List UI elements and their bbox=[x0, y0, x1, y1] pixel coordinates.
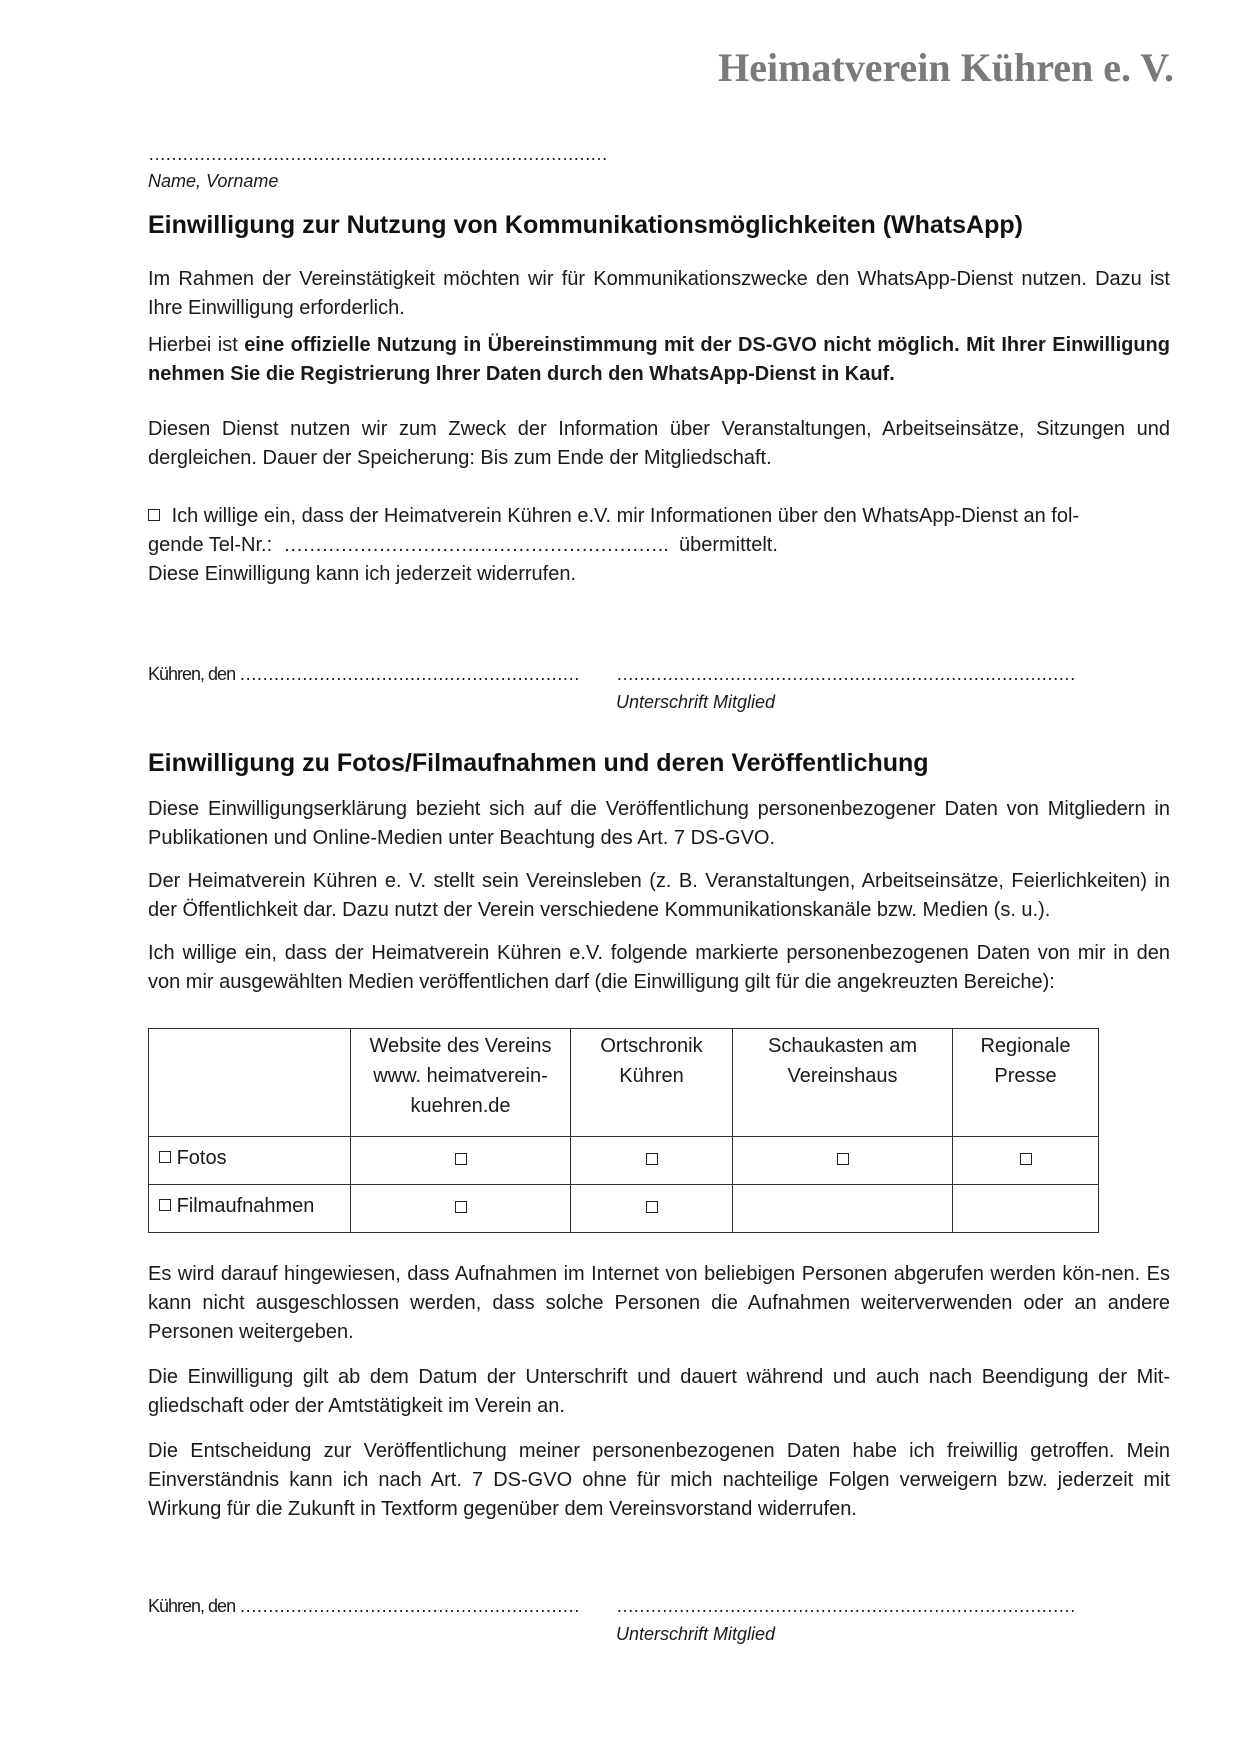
column-header-line: Presse bbox=[994, 1065, 1057, 1087]
column-header-line: Schaukasten am bbox=[768, 1035, 917, 1057]
whatsapp-consent bbox=[148, 502, 1170, 589]
column-header-line: Regionale bbox=[980, 1035, 1071, 1057]
photos-section bbox=[148, 795, 1170, 997]
column-header-line: Kühren bbox=[619, 1065, 684, 1087]
photos-public-note: Der Heimatverein Kühren e. V. stellt sein Vereinsleben (z. B. Veranstaltungen, Arbeitseinsätze, Feierlichkeiten) in der Öffentlichkeit dar. Dazu nutzt der Verein verschiedene Kommunikationskanäle bzw. Medien (s. u.). bbox=[148, 870, 1170, 921]
whatsapp-purpose: Diesen Dienst nutzen wir zum Zweck der Information über Veranstaltungen, Arbeitseinsätze, Sitzungen und dergleichen. Dauer der Speicherung: Bis zum Ende der Mitgliedschaft. bbox=[148, 418, 1170, 469]
cell-fotos-website bbox=[351, 1137, 571, 1185]
fotos-row-checkbox[interactable] bbox=[159, 1151, 171, 1163]
photos-heading: Einwilligung zu Fotos/Filmaufnahmen und deren Veröffentlichung bbox=[148, 749, 929, 777]
cell-film-website bbox=[351, 1185, 571, 1233]
checkbox-fotos-presse[interactable] bbox=[1020, 1153, 1032, 1165]
cell-film-presse bbox=[953, 1185, 1099, 1233]
whatsapp-dsgvo-note bbox=[148, 331, 1170, 389]
consent-text: Ich willige ein, dass der Heimatverein Kühren e.V. mir Informationen über den WhatsApp-Dienst an fol- bbox=[171, 505, 1080, 527]
cell-film-schaukasten bbox=[733, 1185, 953, 1233]
filmaufnahmen-row-checkbox[interactable] bbox=[159, 1199, 171, 1211]
column-header-presse bbox=[953, 1029, 1099, 1137]
whatsapp-consent-line-2 bbox=[148, 531, 1170, 560]
whatsapp-consent-checkbox[interactable] bbox=[148, 509, 160, 521]
column-header-line: Ortschronik bbox=[600, 1035, 703, 1057]
column-header-line: Website des Vereins bbox=[369, 1035, 552, 1057]
date-field[interactable]: Kühren, den …………………………………………………… bbox=[148, 1596, 580, 1616]
whatsapp-revoke-note: Diese Einwilligung kann ich jederzeit widerrufen. bbox=[148, 563, 576, 585]
organization-title: Heimatverein Kühren e. V. bbox=[718, 45, 1174, 90]
whatsapp-heading: Einwilligung zur Nutzung von Kommunikationsmöglichkeiten (WhatsApp) bbox=[148, 211, 1023, 239]
name-field-block bbox=[148, 143, 1170, 192]
voluntary-notice: Die Entscheidung zur Veröffentlichung meiner personenbezogenen Daten habe ich freiwillig getroffen. Mein Einverständnis kann ich nach Art. 7 DS-GVO ohne für mich nachteilige Folgen verweigern bzw. jederzeit mit Wirkung für die Zukunft in Textform gegenüber dem Vereinsvorstand widerrufen. bbox=[148, 1440, 1170, 1520]
date-field[interactable]: Kühren, den …………………………………………………… bbox=[148, 664, 580, 684]
signature-caption: Unterschrift Mitglied bbox=[616, 1624, 776, 1644]
row-label-text: Fotos bbox=[176, 1147, 227, 1169]
dsgvo-note-bold: eine offizielle Nutzung in Übereinstimmung mit der DS-GVO nicht möglich. Mit Ihrer Einwilligung nehmen Sie die Registrierung Ihrer Daten durch den WhatsApp-Dienst in Kauf. bbox=[148, 334, 1170, 385]
checkbox-film-website[interactable] bbox=[455, 1201, 467, 1213]
cell-fotos-ortschronik bbox=[571, 1137, 733, 1185]
row-label-text: Filmaufnahmen bbox=[176, 1195, 315, 1217]
media-consent-table bbox=[148, 1028, 1099, 1233]
cell-fotos-presse bbox=[953, 1137, 1099, 1185]
row-label-filmaufnahmen bbox=[149, 1185, 351, 1233]
column-header-line: www. heimatverein- bbox=[373, 1065, 548, 1087]
table-corner-cell bbox=[149, 1029, 351, 1137]
name-caption: Name, Vorname bbox=[148, 171, 279, 191]
column-header-schaukasten bbox=[733, 1029, 953, 1137]
row-label-fotos bbox=[149, 1137, 351, 1185]
signature-row-photos bbox=[148, 1596, 1170, 1656]
table-header-row bbox=[149, 1029, 1099, 1137]
signature-line[interactable]: ……………………………………………………………………… bbox=[616, 664, 1075, 684]
column-header-line: Vereinshaus bbox=[787, 1065, 898, 1087]
photos-intro: Diese Einwilligungserklärung bezieht sich auf die Veröffentlichung personenbezogener Daten von Mitgliedern in Publikationen und Online-Medien unter Beachtung des Art. 7 DS-GVO. bbox=[148, 798, 1170, 849]
table-row-filmaufnahmen bbox=[149, 1185, 1099, 1233]
phone-label: gende Tel-Nr.: bbox=[148, 534, 273, 556]
dsgvo-note-prefix: Hierbei ist bbox=[148, 334, 245, 356]
validity-notice: Die Einwilligung gilt ab dem Datum der Unterschrift und dauert während und auch nach Beendigung der Mit-gliedschaft oder der Amtstätigkeit im Verein an. bbox=[148, 1366, 1170, 1417]
signature-caption: Unterschrift Mitglied bbox=[616, 692, 776, 712]
cell-film-ortschronik bbox=[571, 1185, 733, 1233]
name-input-line[interactable]: ……………………………………………………………………… bbox=[148, 144, 607, 164]
whatsapp-intro: Im Rahmen der Vereinstätigkeit möchten wir für Kommunikationszwecke den WhatsApp-Dienst nutzen. Dazu ist Ihre Einwilligung erforderlich. bbox=[148, 268, 1170, 319]
checkbox-film-ortschronik[interactable] bbox=[646, 1201, 658, 1213]
whatsapp-section bbox=[148, 265, 1170, 473]
checkbox-fotos-ortschronik[interactable] bbox=[646, 1153, 658, 1165]
signature-row-whatsapp bbox=[148, 664, 1170, 724]
photos-consent-statement: Ich willige ein, dass der Heimatverein Kühren e.V. folgende markierte personenbezogenen Daten von mir in den von mir ausgewählten Medien veröffentlichen darf (die Einwilligung gilt für die angekreuzten Bereiche): bbox=[148, 942, 1170, 993]
checkbox-fotos-schaukasten[interactable] bbox=[837, 1153, 849, 1165]
column-header-website bbox=[351, 1029, 571, 1137]
cell-fotos-schaukasten bbox=[733, 1137, 953, 1185]
phone-suffix: übermittelt. bbox=[678, 534, 778, 556]
column-header-line: kuehren.de bbox=[410, 1095, 511, 1117]
whatsapp-consent-line-1 bbox=[148, 502, 1170, 531]
internet-notice: Es wird darauf hingewiesen, dass Aufnahmen im Internet von beliebigen Personen abgerufen werden kön-nen. Es kann nicht ausgeschlossen werden, dass solche Personen die Aufnahmen weiterverwenden oder an andere Personen weitergeben. bbox=[148, 1263, 1170, 1343]
phone-number-field[interactable]: ……………………………………………………. bbox=[283, 534, 668, 556]
column-header-ortschronik bbox=[571, 1029, 733, 1137]
closing-section bbox=[148, 1260, 1170, 1524]
checkbox-fotos-website[interactable] bbox=[455, 1153, 467, 1165]
signature-line[interactable]: ……………………………………………………………………… bbox=[616, 1596, 1075, 1616]
table-row-fotos bbox=[149, 1137, 1099, 1185]
